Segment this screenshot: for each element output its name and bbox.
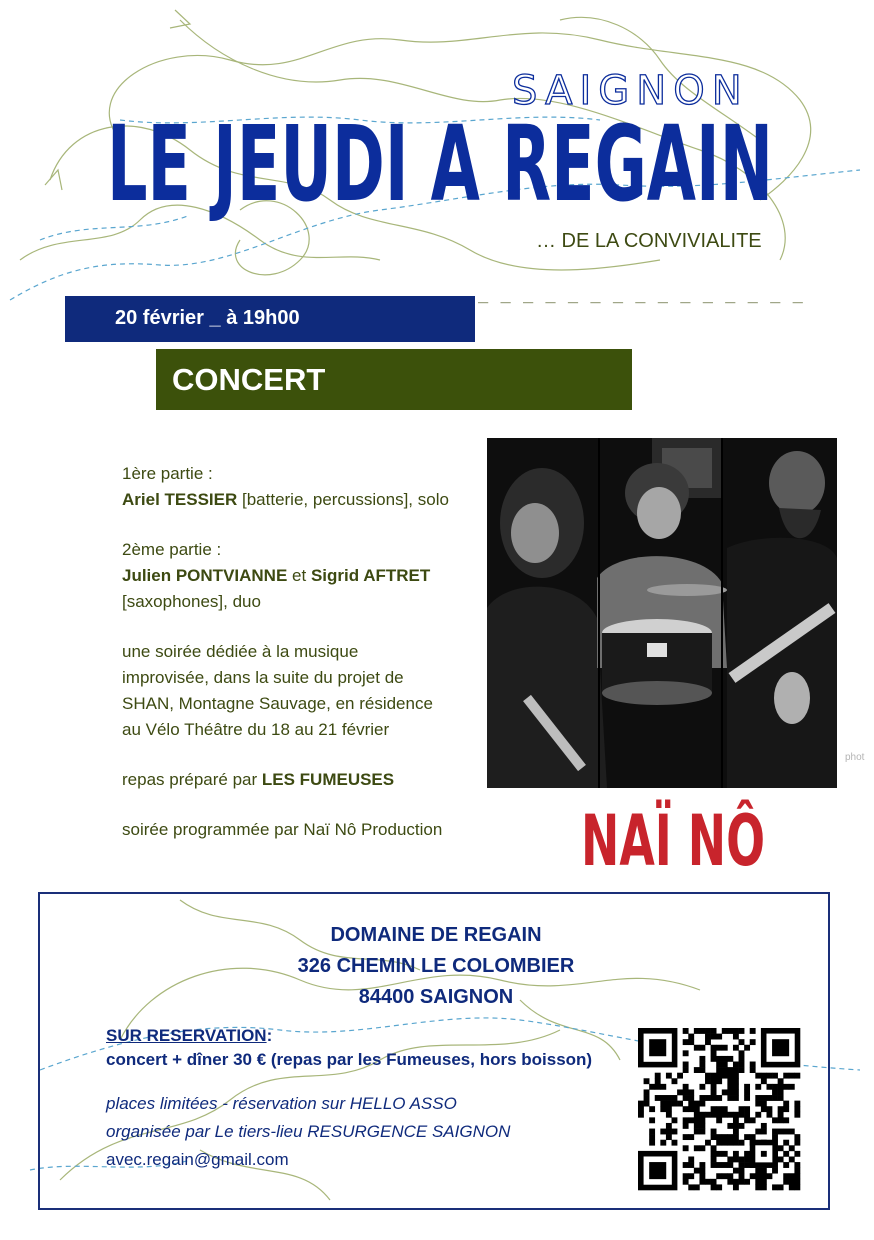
contact-email[interactable]: avec.regain@gmail.com <box>106 1150 289 1169</box>
tagline: … DE LA CONVIVIALITE <box>536 230 762 252</box>
part2-artist2: Sigrid AFTRET <box>310 566 431 585</box>
title-text: LE JEUDI A REGAIN <box>107 103 773 225</box>
programmed-by <box>122 817 482 843</box>
venue-notes <box>106 1090 510 1174</box>
event-series-title <box>102 103 778 225</box>
part1-heading: 1ère partie : <box>122 464 213 483</box>
nai-no-logo <box>578 793 768 882</box>
part1 <box>122 461 482 513</box>
part2-detail: [saxophones], duo <box>122 592 261 611</box>
organizer-note: organisée par Le tiers-lieu RESURGENCE SAIGNON <box>106 1122 511 1141</box>
part2-heading: 2ème partie : <box>122 540 222 559</box>
venue-city: 84400 SAIGNON <box>358 986 514 1008</box>
town-name: SAIGNON <box>512 68 749 114</box>
description-line: SHAN, Montagne Sauvage, en résidence <box>122 694 433 713</box>
venue-name: DOMAINE DE REGAIN <box>330 924 542 946</box>
photo-credit: phot <box>845 752 865 763</box>
venue-address <box>40 920 832 1013</box>
meal-prefix: repas préparé par <box>122 770 262 789</box>
event-type-banner <box>156 349 632 410</box>
places-note: places limitées - réservation sur HELLO ASSO <box>106 1094 457 1113</box>
part1-artist: Ariel TESSIER <box>122 490 238 509</box>
reservation-colon: : <box>266 1026 273 1045</box>
programmed-by-text: soirée programmée par Naï Nô Production <box>122 820 443 839</box>
reservation-info <box>106 1024 592 1072</box>
description-line: une soirée dédiée à la musique <box>122 642 359 661</box>
part2-and: et <box>287 566 311 585</box>
description-line: au Vélo Théâtre du 18 au 21 février <box>122 720 390 739</box>
venue-street: 326 CHEMIN LE COLOMBIER <box>297 955 575 977</box>
price-line: concert + dîner 30 € (repas par les Fumeuses, hors boisson) <box>106 1050 593 1069</box>
description <box>122 639 482 743</box>
part1-detail: [batterie, percussions], solo <box>237 490 449 509</box>
part2-artist1: Julien PONTVIANNE <box>122 566 288 585</box>
meal-info <box>122 767 482 793</box>
meal-provider: LES FUMEUSES <box>261 770 395 789</box>
decorative-dashes: _ _ _ _ _ _ _ _ _ _ _ _ _ _ _ <box>478 284 804 304</box>
event-date: 20 février _ à 19h00 <box>115 307 300 329</box>
venue-info-box <box>38 892 830 1210</box>
qr-code-icon[interactable] <box>638 1028 800 1190</box>
event-type: CONCERT <box>172 362 326 397</box>
part2 <box>122 537 482 615</box>
logo-text: NAÏ NÔ <box>581 800 765 882</box>
description-line: improvisée, dans la suite du projet de <box>122 668 404 687</box>
musicians-photo <box>487 438 837 788</box>
reservation-label: SUR RESERVATION <box>106 1026 267 1045</box>
program-details <box>122 461 482 867</box>
date-banner <box>65 296 475 342</box>
